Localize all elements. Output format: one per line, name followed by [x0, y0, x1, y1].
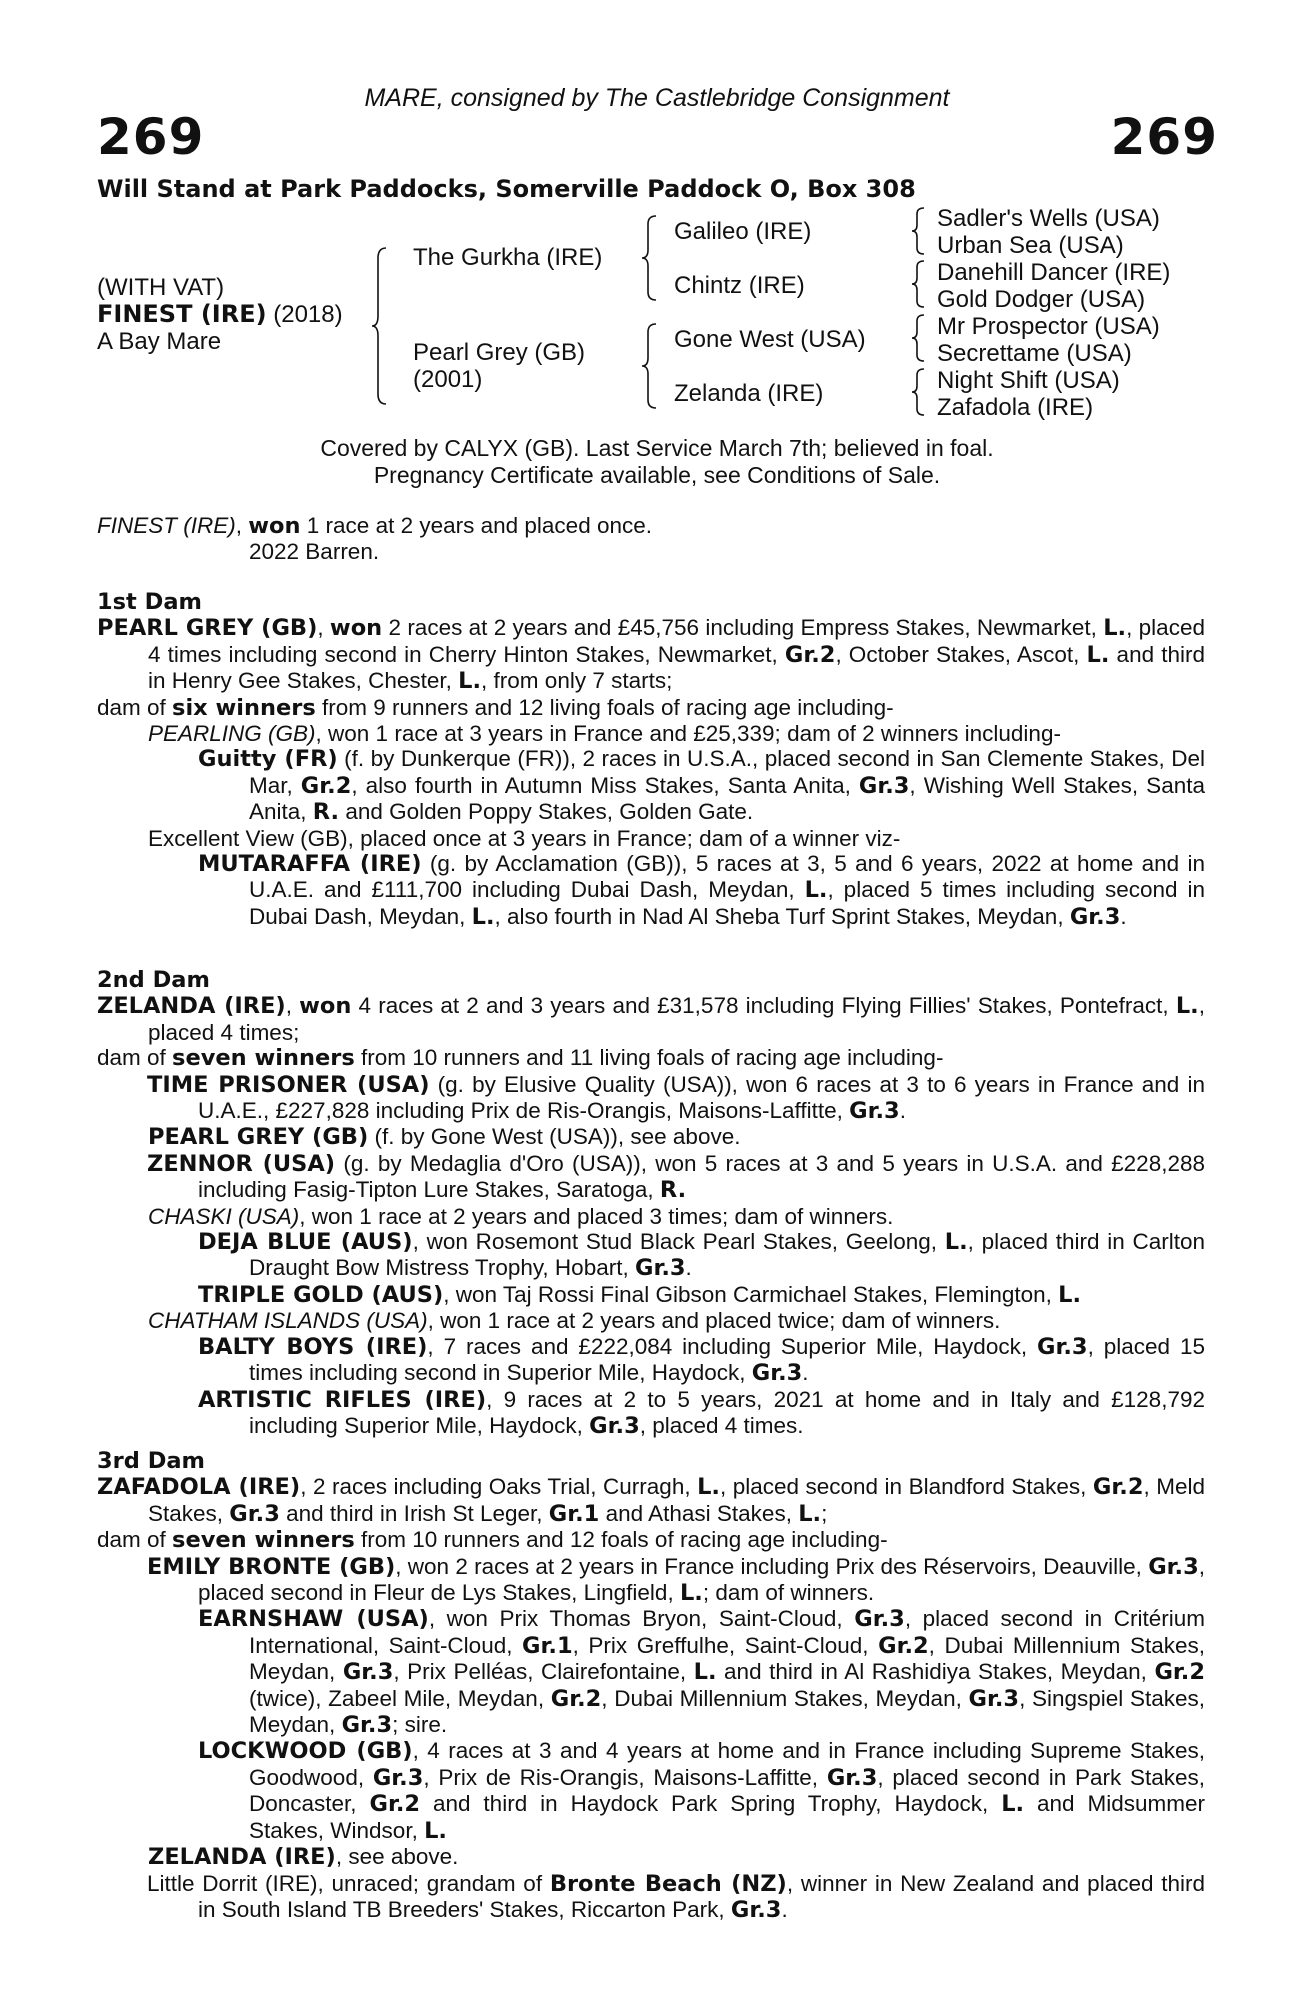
- dam-year: (2001): [413, 366, 483, 393]
- pearl-grey-entry: PEARL GREY (GB) (f. by Gone West (USA)), see above.: [148, 1124, 741, 1151]
- vat-note: (WITH VAT): [97, 274, 225, 301]
- second-dam-heading: 2nd Dam: [97, 967, 210, 993]
- gg-dds: Night Shift (USA): [937, 367, 1120, 394]
- covered-line-1: Covered by CALYX (GB). Last Service March 7th; believed in foal.: [320, 435, 994, 461]
- chatham-entry: CHATHAM ISLANDS (USA), won 1 race at 2 years and placed twice; dam of winners.: [148, 1308, 1001, 1334]
- first-dam-entry: PEARL GREY (GB), won 2 races at 2 years and £45,756 including Empress Stakes, Newmarket, L., placed 4 times including second in Cherry Hinton Stakes, Newmarket, Gr.2, October Stakes, Ascot, L. and third in Henry Gee Stakes, Chester, L., from only 7 starts;: [97, 615, 1205, 695]
- horse-description: A Bay Mare: [97, 328, 222, 355]
- dam-dam: Zelanda (IRE): [674, 380, 824, 407]
- lot-number-right: 269: [1110, 108, 1218, 166]
- guitty-entry: Guitty (FR) (f. by Dunkerque (FR)), 2 races in U.S.A., placed second in San Clemente Stakes, Del Mar, Gr.2, also fourth in Autumn Miss Stakes, Santa Anita, Gr.3, Wishing Well Stakes, Santa Anita, R. and Golden Poppy Stakes, Golden Gate.: [198, 746, 1205, 826]
- gg-sdd: Gold Dodger (USA): [937, 286, 1146, 313]
- record-text: 1 race at 2 years and placed once.: [300, 513, 653, 538]
- third-dam-heading: 3rd Dam: [97, 1448, 205, 1474]
- covered-line-2: Pregnancy Certificate available, see Conditions of Sale.: [373, 462, 941, 488]
- mutaraffa-entry: MUTARAFFA (IRE) (g. by Acclamation (GB)), 5 races at 3, 5 and 6 years, 2022 at home and in U.A.E. and £111,700 including Dubai Dash, Meydan, L., placed 5 times including second in Dubai Dash, Meydan, L., also fourth in Nad Al Sheba Turf Sprint Stakes, Meydan, Gr.3.: [198, 851, 1205, 930]
- sire-dam: Chintz (IRE): [674, 272, 805, 299]
- second-dam-section: [97, 968, 1205, 1439]
- brace-sire: [640, 214, 660, 302]
- second-dam-entry: ZELANDA (IRE), won 4 races at 2 and 3 years and £31,578 including Flying Fillies' Stakes, Pontefract, L., placed 4 times;: [97, 993, 1205, 1045]
- record-name: FINEST (IRE): [97, 513, 236, 538]
- chaski-entry: CHASKI (USA), won 1 race at 2 years and placed 3 times; dam of winners.: [148, 1203, 894, 1229]
- excellent-view-entry: Excellent View (GB), placed once at 3 years in France; dam of a winner viz-: [148, 825, 901, 851]
- third-dam-produce: dam of seven winners from 10 runners and 12 foals of racing age including-: [97, 1527, 888, 1554]
- balty-boys-entry: BALTY BOYS (IRE), 7 races and £222,084 including Superior Mile, Haydock, Gr.3, placed 15 times including second in Superior Mile, Haydock, Gr.3.: [198, 1333, 1205, 1387]
- artistic-rifles-entry: ARTISTIC RIFLES (IRE), 9 races at 2 to 5 years, 2021 at home and in Italy and £128,792 including Superior Mile, Haydock, Gr.3, placed 4 times.: [198, 1386, 1205, 1439]
- horse-year: (2018): [266, 301, 343, 328]
- race-record: FINEST (IRE), won 1 race at 2 years and placed once. 2022 Barren.: [97, 513, 1205, 565]
- dam-name: Pearl Grey (GB): [413, 339, 586, 366]
- horse-name: FINEST (IRE): [97, 300, 267, 328]
- gg-sss: Sadler's Wells (USA): [937, 205, 1160, 232]
- pearling-entry: PEARLING (GB), won 1 race at 3 years in France and £25,339; dam of 2 winners including-: [148, 721, 1061, 747]
- gg-ddd: Zafadola (IRE): [937, 394, 1094, 421]
- emily-bronte-entry: EMILY BRONTE (GB), won 2 races at 2 years in France including Prix des Réservoirs, Deauville, Gr.3, placed second in Fleur de Lys Stakes, Lingfield, L.; dam of winners.: [147, 1553, 1206, 1607]
- record-won: won: [248, 513, 301, 539]
- brace-g1: [910, 206, 928, 256]
- lockwood-entry: LOCKWOOD (GB), 4 races at 3 and 4 years at home and in France including Supreme Stakes, Goodwood, Gr.3, Prix de Ris-Orangis, Maisons-Laffitte, Gr.3, placed second in Park Stakes, Doncaster, Gr.2 and third in Haydock Park Spring Trophy, Haydock, L. and Midsummer Stakes, Windsor, L.: [198, 1738, 1205, 1844]
- triple-gold-entry: TRIPLE GOLD (AUS), won Taj Rossi Final Gibson Carmichael Stakes, Flemington, L.: [198, 1281, 1082, 1308]
- deja-blue-entry: DEJA BLUE (AUS), won Rosemont Stud Black Pearl Stakes, Geelong, L., placed third in Carlton Draught Bow Mistress Trophy, Hobart, Gr.3.: [198, 1229, 1206, 1282]
- sire-name: The Gurkha (IRE): [413, 244, 603, 271]
- brace-main: [370, 246, 390, 406]
- stand-location: Will Stand at Park Paddocks, Somerville Paddock O, Box 308: [97, 175, 916, 203]
- horse-name-line: [97, 301, 343, 328]
- brace-g3: [910, 313, 928, 363]
- second-dam-produce: dam of seven winners from 10 runners and 11 living foals of racing age including-: [97, 1045, 944, 1072]
- gg-dss: Mr Prospector (USA): [937, 313, 1160, 340]
- first-dam-section: [97, 590, 1205, 930]
- consignment-line: MARE, consigned by The Castlebridge Consignment: [364, 84, 950, 112]
- third-dam-section: [97, 1449, 1205, 1923]
- zelanda-entry: ZELANDA (IRE), see above.: [148, 1844, 459, 1871]
- time-prisoner-entry: TIME PRISONER (USA) (g. by Elusive Quality (USA)), won 6 races at 3 to 6 years in France and in U.A.E., £227,828 including Prix de Ris-Orangis, Maisons-Laffitte, Gr.3.: [147, 1071, 1205, 1125]
- gg-dsd: Secrettame (USA): [937, 340, 1132, 367]
- gg-sds: Danehill Dancer (IRE): [937, 259, 1171, 286]
- earnshaw-entry: EARNSHAW (USA), won Prix Thomas Bryon, Saint-Cloud, Gr.3, placed second in Critérium International, Saint-Cloud, Gr.1, Prix Greffulhe, Saint-Cloud, Gr.2, Dubai Millennium Stakes, Meydan, Gr.3, Prix Pelléas, Clairefontaine, L. and third in Al Rashidiya Stakes, Meydan, Gr.2 (twice), Zabeel Mile, Meydan, Gr.2, Dubai Millennium Stakes, Meydan, Gr.3, Singspiel Stakes, Meydan, Gr.3; sire.: [198, 1606, 1206, 1739]
- dam-sire: Gone West (USA): [674, 326, 866, 353]
- lot-number-left: 269: [97, 108, 205, 166]
- brace-g2: [910, 259, 928, 309]
- first-dam-heading: 1st Dam: [97, 589, 202, 615]
- brace-dam: [640, 322, 660, 410]
- sire-sire: Galileo (IRE): [674, 218, 812, 245]
- zennor-entry: ZENNOR (USA) (g. by Medaglia d'Oro (USA)), won 5 races at 3 and 5 years in U.S.A. and £228,288 including Fasig-Tipton Lure Stakes, Saratoga, R.: [147, 1150, 1206, 1204]
- record-barren: 2022 Barren.: [249, 539, 380, 565]
- first-dam-produce: dam of six winners from 9 runners and 12 living foals of racing age including-: [97, 694, 894, 721]
- gg-ssd: Urban Sea (USA): [937, 232, 1124, 259]
- brace-g4: [910, 367, 928, 417]
- little-dorrit-entry: Little Dorrit (IRE), unraced; grandam of Bronte Beach (NZ), winner in New Zealand and placed third in South Island TB Breeders' Stakes, Riccarton Park, Gr.3.: [147, 1870, 1205, 1923]
- third-dam-entry: ZAFADOLA (IRE), 2 races including Oaks Trial, Curragh, L., placed second in Blandford Stakes, Gr.2, Meld Stakes, Gr.3 and third in Irish St Leger, Gr.1 and Athasi Stakes, L.;: [97, 1474, 1205, 1527]
